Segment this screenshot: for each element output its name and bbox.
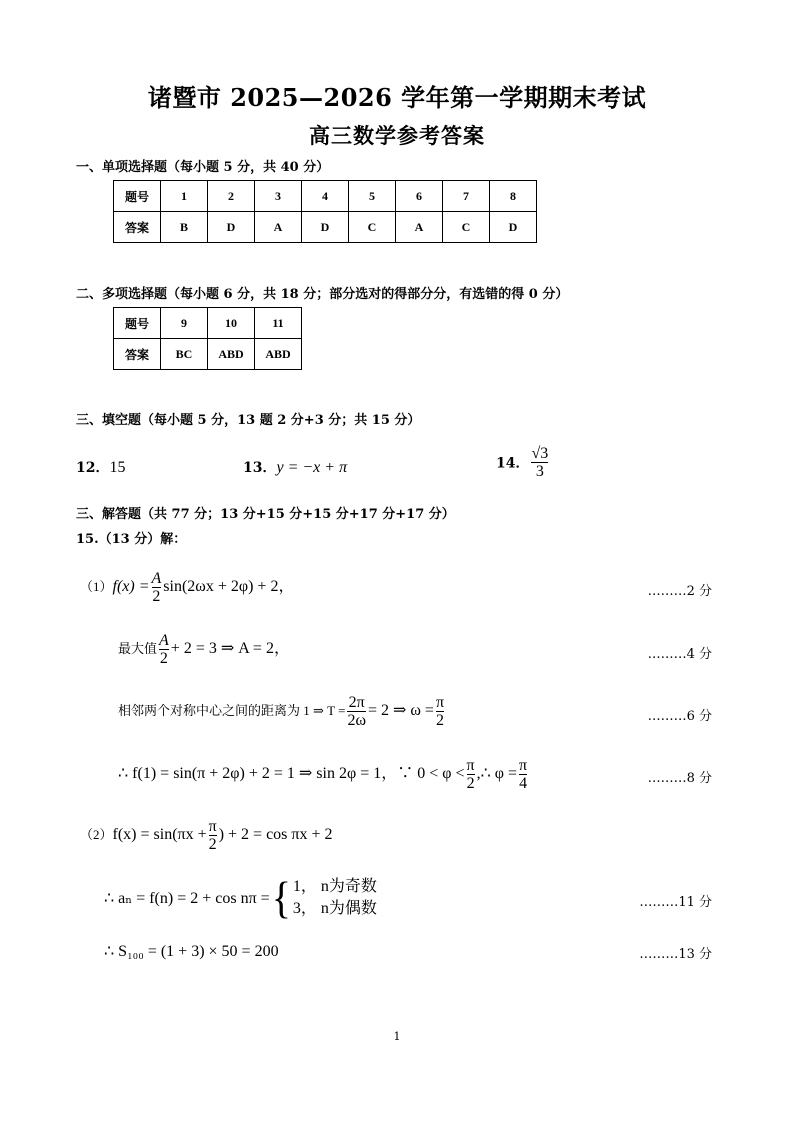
numerator: 2π xyxy=(348,694,365,711)
table-cell: 11 xyxy=(255,308,302,339)
answer-14 xyxy=(496,445,550,480)
table-row xyxy=(114,181,537,212)
q13-value: y = −x + π xyxy=(276,459,348,476)
answer-13 xyxy=(243,457,347,477)
single-choice-table xyxy=(113,180,537,243)
q14-label: 14． xyxy=(496,455,530,472)
fraction xyxy=(519,757,527,792)
solution-line-2 xyxy=(118,632,290,667)
denominator: 2 xyxy=(208,836,217,853)
answer-12 xyxy=(76,457,125,477)
formula-text: ) + 2 = cos πx + 2 xyxy=(218,826,333,844)
solution-line-3 xyxy=(118,694,446,729)
table-cell: 3 xyxy=(255,181,302,212)
page-number: 1 xyxy=(393,1030,401,1043)
solution-line-5 xyxy=(80,818,333,853)
denominator: 2 xyxy=(435,712,444,729)
section1-heading: 一、单项选择题（每小题 5 分，共 40 分） xyxy=(76,160,330,175)
formula-text: = 2 ⇒ ω = xyxy=(367,702,434,720)
section2-heading: 二、多项选择题（每小题 6 分，共 18 分；部分选对的得部分分，有选错的得 0 分） xyxy=(76,287,569,302)
table-cell: C xyxy=(443,212,490,243)
table-cell: 5 xyxy=(349,181,396,212)
solution-line-6 xyxy=(104,872,377,923)
q15-title: 15.（13 分）解： xyxy=(76,532,187,547)
fraction xyxy=(209,818,217,853)
score-marker: ………13 分 xyxy=(639,947,712,962)
formula-text: f(x) = sin(πx + xyxy=(112,826,207,844)
part-label: （1） xyxy=(80,579,113,595)
score-marker: ………4 分 xyxy=(647,647,712,662)
q12-value: 15 xyxy=(109,459,126,476)
score-marker: ………2 分 xyxy=(647,584,712,599)
formula-text: + 2 = 3 ⇒ A = 2， xyxy=(170,640,290,658)
fraction xyxy=(347,694,366,729)
q12-label: 12． xyxy=(76,460,110,476)
table-cell: A xyxy=(396,212,443,243)
section3-heading: 三、填空题（每小题 5 分，13 题 2 分+3 分；共 15 分） xyxy=(76,413,421,428)
row-label: 题号 xyxy=(114,308,161,339)
q13-label: 13． xyxy=(243,460,277,476)
numerator: π xyxy=(466,757,475,774)
solution-line-1 xyxy=(80,570,294,605)
formula-text: 最大值 xyxy=(118,641,158,657)
page-subtitle: 高三数学参考答案 xyxy=(309,123,485,148)
table-cell: 1 xyxy=(161,181,208,212)
piecewise-cases xyxy=(293,876,377,920)
denominator: 2ω xyxy=(347,712,366,729)
table-cell: ABD xyxy=(255,339,302,370)
case-odd: 1， n为奇数 xyxy=(292,878,377,895)
table-cell: 9 xyxy=(161,308,208,339)
table-cell: B xyxy=(161,212,208,243)
table-cell: C xyxy=(349,212,396,243)
q14-numerator: √3 xyxy=(531,445,549,462)
section4-heading: 三、解答题（共 77 分；13 分+15 分+15 分+17 分+17 分） xyxy=(76,507,455,522)
table-cell: 7 xyxy=(443,181,490,212)
solution-line-7: ∴ S₁₀₀ = (1 + 3) × 50 = 200 xyxy=(104,943,279,960)
score-marker: ………6 分 xyxy=(647,709,712,724)
solution-line-4 xyxy=(118,757,529,792)
denominator: 2 xyxy=(466,775,475,792)
part-label: （2） xyxy=(80,827,113,843)
brace-icon: { xyxy=(271,872,291,923)
fraction xyxy=(152,570,162,605)
fraction xyxy=(159,632,169,667)
table-cell: D xyxy=(490,212,537,243)
table-row xyxy=(114,212,537,243)
denominator: 4 xyxy=(519,775,528,792)
table-row xyxy=(114,339,302,370)
table-row xyxy=(114,308,302,339)
formula-text: ∴ aₙ = f(n) = 2 + cos nπ = xyxy=(104,890,270,907)
formula-text: ∴ f(1) = sin(π + 2φ) + 2 = 1 ⇒ sin 2φ = 1，∵ 0 < φ < xyxy=(118,765,465,783)
score-marker: ………11 分 xyxy=(639,895,712,910)
q14-fraction xyxy=(531,445,548,480)
numerator: π xyxy=(519,757,528,774)
table-cell: 4 xyxy=(302,181,349,212)
table-cell: 8 xyxy=(490,181,537,212)
case-even: 3， n为偶数 xyxy=(292,900,377,917)
formula-text: 相邻两个对称中心之间的距离为 1 ⇒ T = xyxy=(118,703,346,719)
multi-choice-table xyxy=(113,307,302,370)
numerator: A xyxy=(159,632,169,649)
table-cell: 2 xyxy=(208,181,255,212)
denominator: 2 xyxy=(152,588,161,605)
page-title: 诸暨市 2025—2026 学年第一学期期末考试 xyxy=(147,83,647,112)
table-cell: D xyxy=(208,212,255,243)
numerator: π xyxy=(208,818,217,835)
row-label: 答案 xyxy=(114,339,161,370)
table-cell: 10 xyxy=(208,308,255,339)
formula-text: ,∴ φ = xyxy=(476,765,518,783)
table-cell: D xyxy=(302,212,349,243)
row-label: 题号 xyxy=(114,181,161,212)
fraction xyxy=(436,694,444,729)
score-marker: ………8 分 xyxy=(647,771,712,786)
numerator: π xyxy=(435,694,445,711)
denominator: 2 xyxy=(159,650,168,667)
q14-denominator: 3 xyxy=(531,462,548,480)
table-cell: BC xyxy=(161,339,208,370)
table-cell: ABD xyxy=(208,339,255,370)
formula-text: f(x) = xyxy=(112,578,150,596)
table-cell: 6 xyxy=(396,181,443,212)
table-cell: A xyxy=(255,212,302,243)
formula-text: sin(2ωx + 2φ) + 2， xyxy=(163,578,295,596)
numerator: A xyxy=(151,570,162,587)
row-label: 答案 xyxy=(114,212,161,243)
fraction xyxy=(467,757,475,792)
